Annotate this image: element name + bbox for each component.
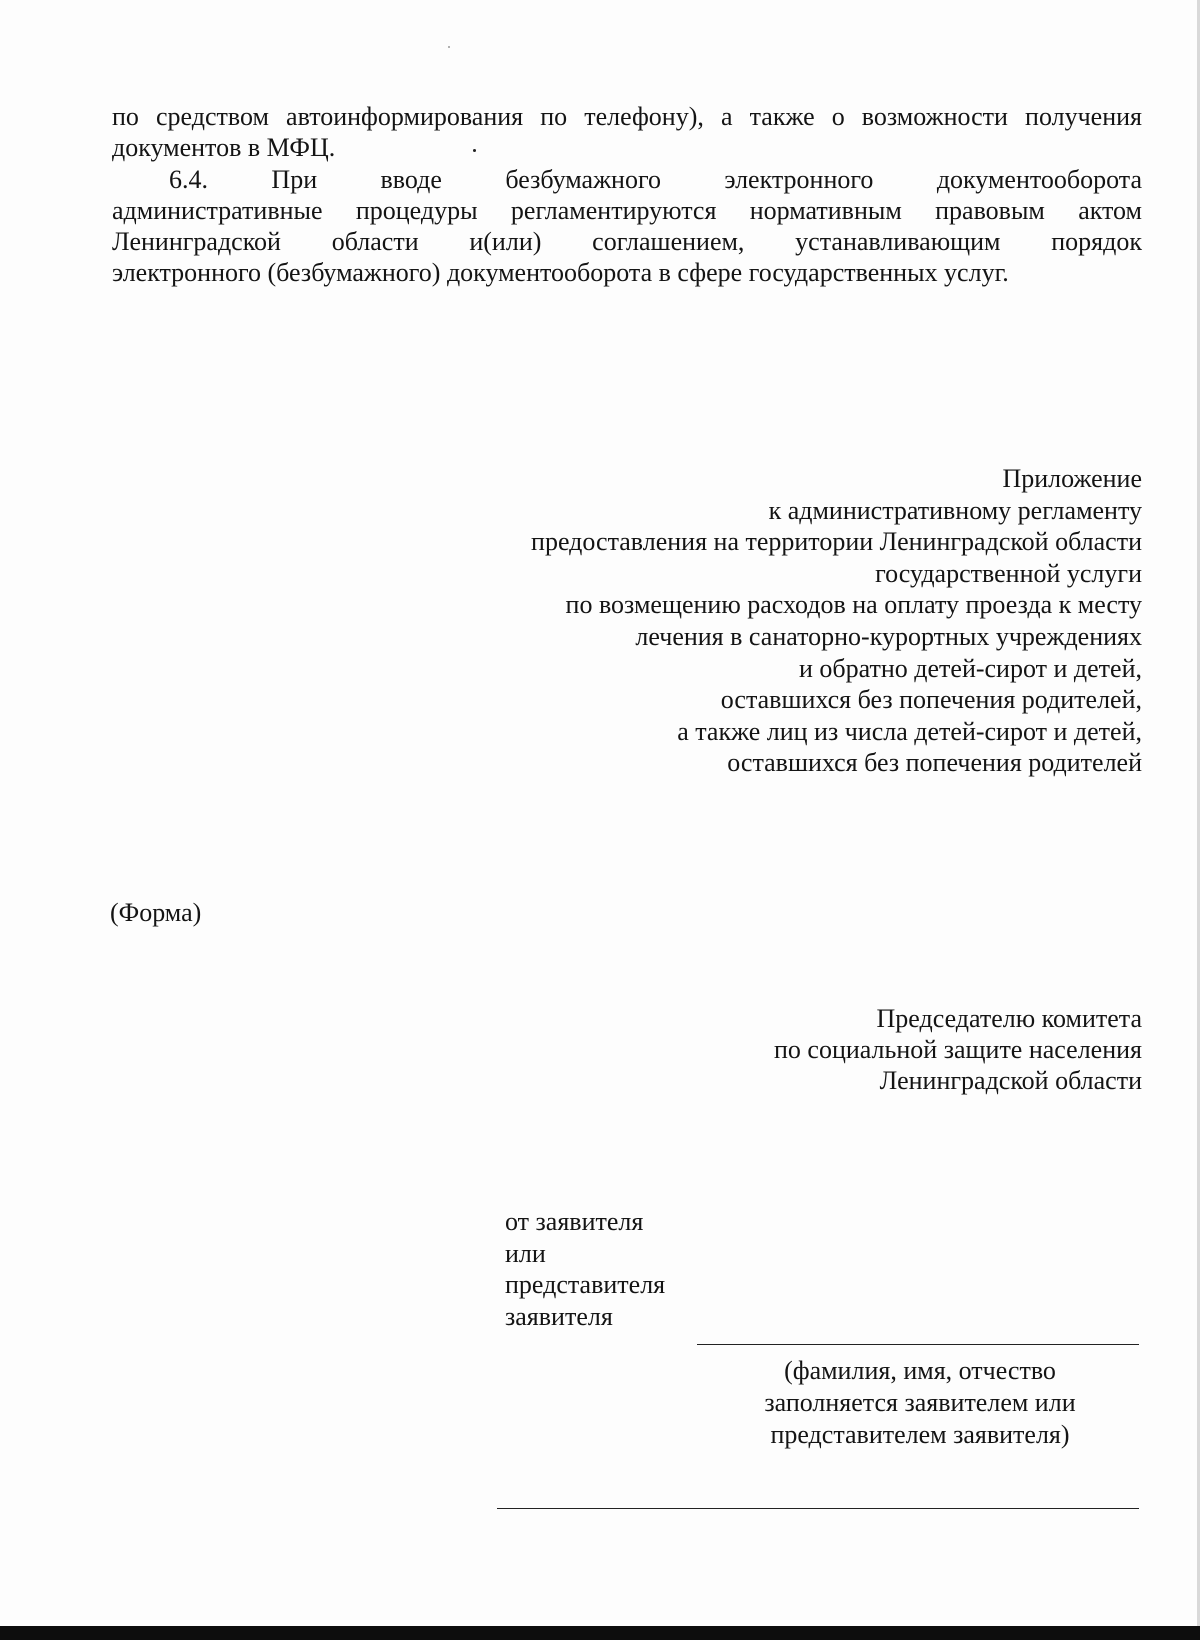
applicant-line: заявителя — [505, 1301, 613, 1331]
caption-line: заполняется заявителем или — [764, 1388, 1076, 1417]
appendix-heading — [422, 463, 1142, 779]
paragraph-line: электронного (безбумажного) документооборота в сфере государственных услуг. — [112, 258, 1009, 287]
addressee-line: Председателю комитета — [876, 1004, 1142, 1033]
caption-line: представителем заявителя) — [770, 1420, 1070, 1449]
addressee-line: Ленинградской области — [879, 1066, 1142, 1095]
paragraph-line: Ленинградской области и(или) соглашением, устанавливающим порядок — [112, 227, 1142, 256]
addressee-block — [642, 1003, 1142, 1096]
appendix-line: а также лиц из числа детей-сирот и детей, — [677, 716, 1142, 746]
appendix-line: по возмещению расходов на оплату проезда к месту — [565, 590, 1142, 620]
appendix-line: предоставления на территории Ленинградской области — [531, 527, 1142, 557]
applicant-line: представителя — [505, 1270, 666, 1299]
name-field-caption — [700, 1355, 1140, 1451]
scan-speck — [448, 46, 450, 48]
applicant-block — [505, 1206, 665, 1332]
paragraph-line: административные процедуры регламентируются нормативным правовым актом — [112, 196, 1142, 225]
scan-bottom-bar — [0, 1626, 1200, 1640]
form-label: (Форма) — [110, 898, 202, 927]
extra-fill-line[interactable] — [497, 1508, 1139, 1509]
appendix-line: оставшихся без попечения родителей — [727, 748, 1142, 778]
paragraph-line: документов в МФЦ. — [112, 133, 336, 162]
name-fill-line[interactable] — [697, 1344, 1139, 1345]
paragraph-line: 6.4. При вводе безбумажного электронного документооборота — [169, 165, 1142, 194]
appendix-line: Приложение — [1002, 464, 1142, 493]
appendix-line: государственной услуги — [875, 558, 1142, 588]
applicant-line: или — [505, 1238, 546, 1268]
applicant-line: от заявителя — [505, 1207, 644, 1236]
appendix-line: оставшихся без попечения родителей, — [720, 685, 1142, 715]
appendix-line: и обратно детей-сирот и детей, — [798, 653, 1142, 683]
paragraph-6-4 — [112, 164, 1142, 288]
caption-line: (фамилия, имя, отчество — [784, 1356, 1056, 1385]
appendix-line: к административному регламенту — [768, 495, 1142, 525]
appendix-line: лечения в санаторно-курортных учреждениях — [635, 621, 1142, 651]
scan-speck — [473, 149, 476, 152]
addressee-line: по социальной защите населения — [773, 1035, 1142, 1064]
paragraph-line: по средством автоинформирования по телефону), а также о возможности получения — [112, 102, 1142, 131]
paragraph-notification — [112, 101, 1142, 163]
